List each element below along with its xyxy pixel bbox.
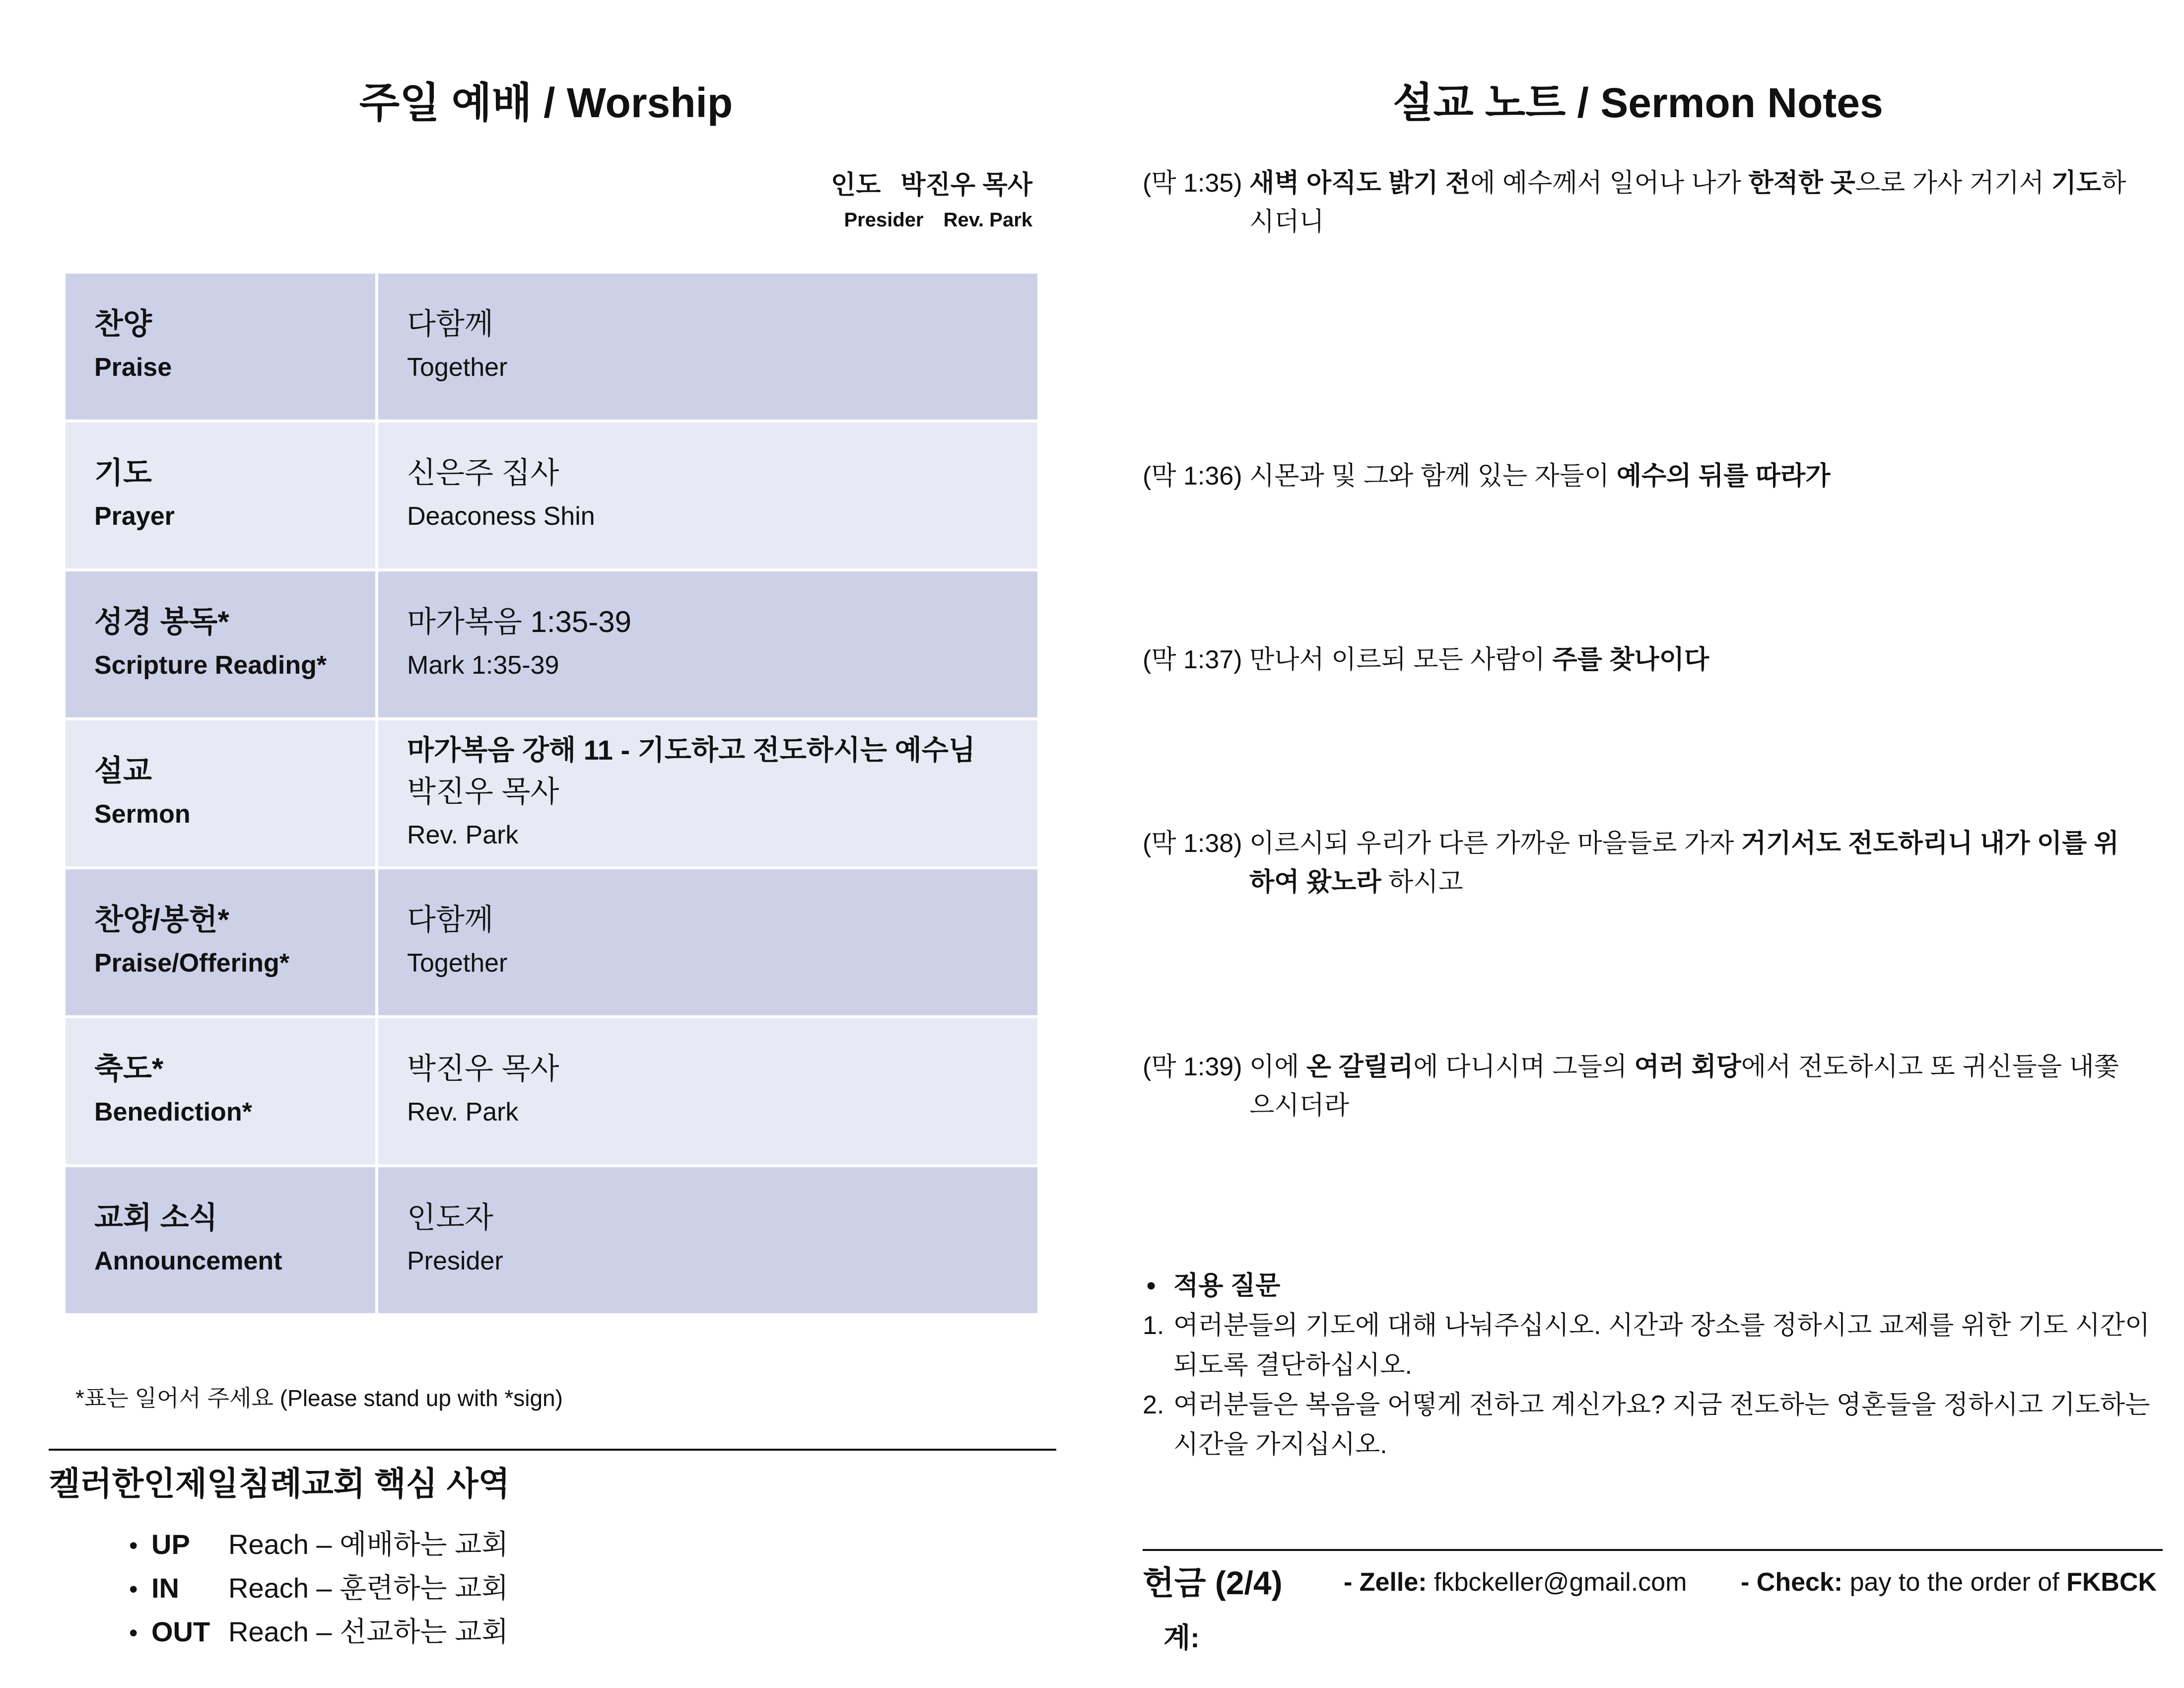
section-divider xyxy=(1143,1549,2163,1551)
verse-ref: (막 1:37) xyxy=(1143,645,1242,674)
ministry-key: OUT xyxy=(151,1616,210,1647)
stand-note: *표는 일어서 주세요 (Please stand up with *sign) xyxy=(75,1385,563,1411)
presider-label-ko: 인도 xyxy=(830,171,881,200)
verse-mark-1-36 xyxy=(1143,457,2140,495)
order-leader-ko: 박진우 목사 xyxy=(407,1052,559,1085)
verse-ref: (막 1:36) xyxy=(1143,462,1242,491)
order-item-cell xyxy=(64,421,377,570)
application-questions xyxy=(1143,1266,2150,1465)
order-item-cell xyxy=(64,570,377,719)
order-leader-ko: 인도자 xyxy=(407,1201,493,1234)
table-row xyxy=(64,421,1039,570)
list-item xyxy=(129,1523,508,1567)
verse-text: 이에 온 갈릴리에 다니시며 그들의 여러 회당에서 전도하시고 또 귀신들을 내쫓으시더라 xyxy=(1249,1053,2119,1120)
verse-text: 새벽 아직도 밝기 전에 예수께서 일어나 나가 한적한 곳으로 가사 거기서 기도하시더니 xyxy=(1249,169,2126,236)
bullet-icon: • xyxy=(129,1575,138,1603)
ministry-list xyxy=(129,1523,508,1654)
bullet-icon: • xyxy=(129,1619,138,1647)
order-leader-cell xyxy=(377,1017,1039,1166)
order-item-en: Sermon xyxy=(94,800,191,829)
table-row xyxy=(64,1017,1039,1166)
offering-label: 헌금 (2/4) xyxy=(1143,1564,1283,1601)
order-item-ko: 설교 xyxy=(94,754,152,787)
verse-text: 만나서 이르되 모든 사람이 주를 찾나이다 xyxy=(1249,645,1709,674)
ministry-title: 켈러한인제일침례교회 핵심 사역 xyxy=(49,1465,510,1502)
table-row xyxy=(64,719,1039,868)
order-leader-en: Presider xyxy=(407,1247,503,1275)
order-item-cell xyxy=(64,1017,377,1166)
table-row xyxy=(64,868,1039,1017)
order-leader-ko: 박진우 목사 xyxy=(407,775,559,808)
ministry-key: IN xyxy=(151,1572,179,1604)
ministry-key: UP xyxy=(151,1529,190,1560)
order-leader-ko: 마가복음 1:35-39 xyxy=(407,605,632,638)
bullet-icon: • xyxy=(1147,1271,1156,1300)
order-item-en: Announcement xyxy=(94,1247,282,1275)
verse-ref: (막 1:38) xyxy=(1143,829,1242,858)
order-leader-en: Mark 1:35-39 xyxy=(407,651,559,680)
order-item-en: Benediction* xyxy=(94,1098,252,1126)
check-info: - Check: pay to the order of FKBCK xyxy=(1741,1568,2157,1597)
order-item-cell xyxy=(64,719,377,868)
offering-total-label: 계: xyxy=(1163,1622,1200,1653)
order-item-cell xyxy=(64,1166,377,1315)
order-leader-cell xyxy=(377,570,1039,719)
list-item xyxy=(129,1567,508,1611)
presider-name-ko: 박진우 목사 xyxy=(900,171,1032,200)
list-item: 2. 여러분들은 복음을 어떻게 전하고 계신가요? 지금 전도하는 영혼들을 정하시고 기도하는 시간을 가지십시오. xyxy=(1143,1391,2150,1459)
order-leader-en: Deaconess Shin xyxy=(407,502,595,531)
question-list xyxy=(1143,1306,2150,1465)
zelle-info: - Zelle: fkbckeller@gmail.com xyxy=(1344,1568,1687,1597)
presider-block xyxy=(831,164,1032,231)
ministry-text: Reach – 선교하는 교회 xyxy=(228,1616,509,1647)
ministry-text: Reach – 예배하는 교회 xyxy=(228,1529,509,1560)
table-row xyxy=(64,272,1039,421)
ministry-text: Reach – 훈련하는 교회 xyxy=(228,1572,509,1604)
order-leader-ko: 다함께 xyxy=(407,903,493,936)
verse-text: 이르시되 우리가 다른 가까운 마을들로 가자 거기서도 전도하리니 내가 이를 위하여 왔노라 하시고 xyxy=(1249,829,2119,897)
order-leader-ko: 신은주 집사 xyxy=(407,456,559,490)
order-leader-en: Rev. Park xyxy=(407,821,519,849)
verse-mark-1-35 xyxy=(1143,164,2140,241)
order-item-en: Praise xyxy=(94,353,172,382)
order-item-en: Scripture Reading* xyxy=(94,651,327,680)
verse-mark-1-38 xyxy=(1143,824,2140,902)
table-row xyxy=(64,1166,1039,1315)
order-leader-cell xyxy=(377,272,1039,421)
section-divider xyxy=(49,1449,1056,1451)
order-leader-ko: 다함께 xyxy=(407,307,493,341)
verse-mark-1-39 xyxy=(1143,1048,2140,1125)
order-leader-cell xyxy=(377,868,1039,1017)
verse-ref: (막 1:35) xyxy=(1143,169,1242,198)
order-leader-cell xyxy=(377,1166,1039,1315)
order-item-ko: 축도* xyxy=(94,1052,164,1085)
sermon-title: 마가복음 강해 11 - 기도하고 전도하시는 예수님 xyxy=(407,734,975,766)
order-leader-en: Together xyxy=(407,353,508,382)
bullet-icon: • xyxy=(129,1532,138,1559)
order-item-en: Prayer xyxy=(94,502,175,531)
order-leader-en: Together xyxy=(407,949,508,978)
presider-name-en: Rev. Park xyxy=(943,209,1032,231)
order-item-ko: 찬양/봉헌* xyxy=(94,903,229,936)
order-leader-cell xyxy=(377,421,1039,570)
order-item-ko: 교회 소식 xyxy=(94,1201,218,1234)
order-item-cell xyxy=(64,868,377,1017)
order-item-ko: 찬양 xyxy=(94,307,152,341)
verse-ref: (막 1:39) xyxy=(1143,1053,1242,1081)
order-of-worship-table xyxy=(63,271,1040,1316)
presider-label-en: Presider xyxy=(844,209,924,231)
list-item: 1. 여러분들의 기도에 대해 나눠주십시오. 시간과 장소를 정하시고 교제를 위한 기도 시간이 되도록 결단하십시오. xyxy=(1143,1311,2150,1380)
order-item-ko: 성경 봉독* xyxy=(94,605,229,638)
verse-text: 시몬과 및 그와 함께 있는 자들이 예수의 뒤를 따라가 xyxy=(1249,462,1831,491)
order-item-cell xyxy=(64,272,377,421)
application-heading: • 적용 질문 xyxy=(1143,1266,2150,1306)
worship-title: 주일 예배 / Worship xyxy=(359,79,733,126)
table-row xyxy=(64,570,1039,719)
verse-mark-1-37 xyxy=(1143,640,2140,679)
list-item xyxy=(129,1611,508,1654)
sermon-notes-title: 설교 노트 / Sermon Notes xyxy=(1393,79,1883,126)
order-leader-cell xyxy=(377,719,1039,868)
order-item-ko: 기도 xyxy=(94,456,152,490)
order-item-en: Praise/Offering* xyxy=(94,949,290,978)
order-leader-en: Rev. Park xyxy=(407,1098,519,1126)
